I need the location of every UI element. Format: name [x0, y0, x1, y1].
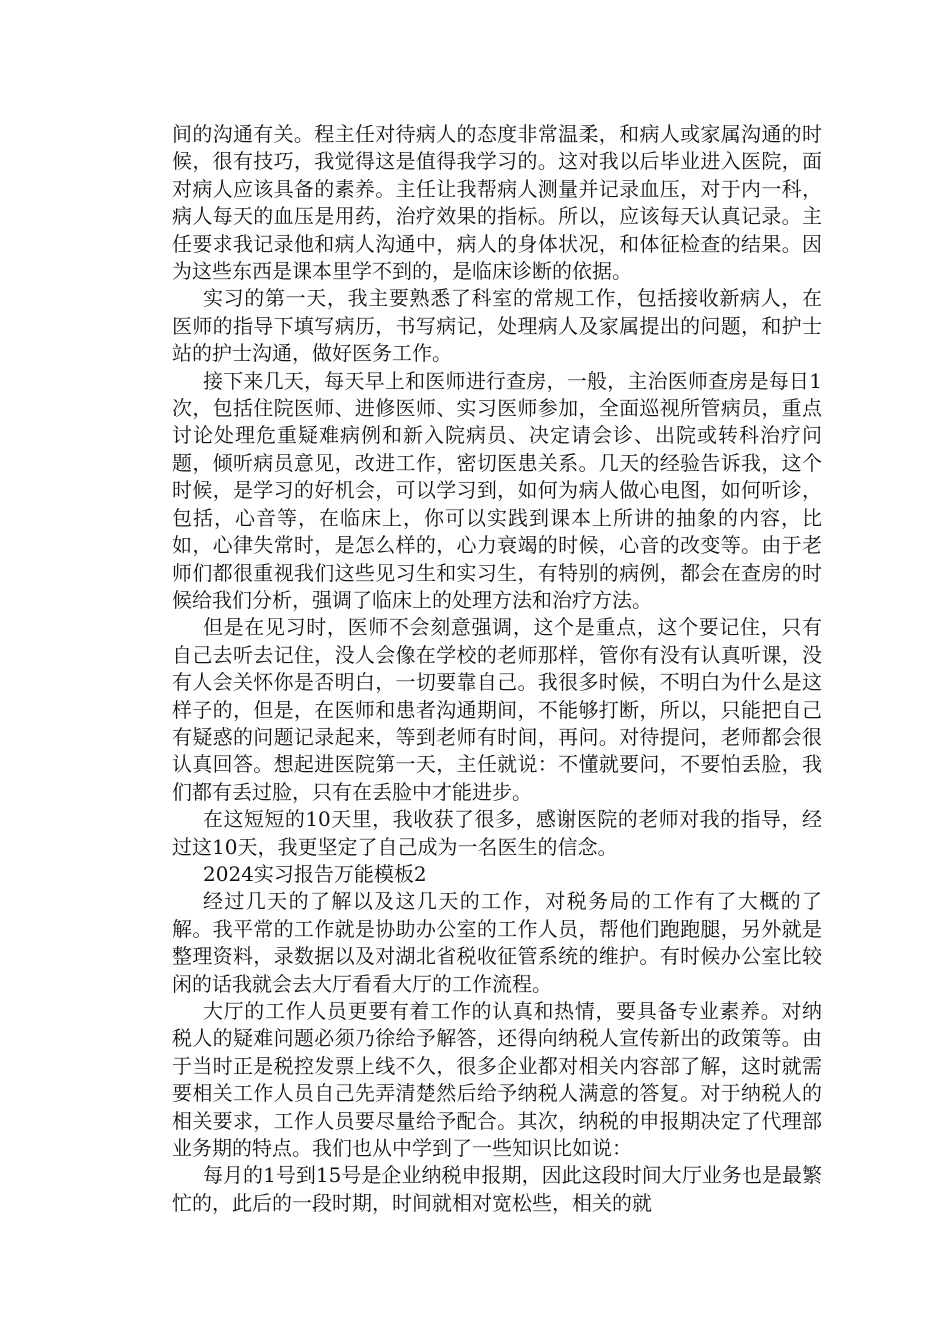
paragraph-2: 实习的第一天，我主要熟悉了科室的常规工作，包括接收新病人，在医师的指导下填写病历，书写病记，处理病人及家属提出的问题，和护士站的护士沟通，做好医务工作。: [172, 286, 822, 366]
paragraph-8: 大厅的工作人员更要有着工作的认真和热情，要具备专业素养。对纳税人的疑难问题必须乃徐给予解答，还得向纳税人宣传新出的政策等。由于当时正是税控发票上线不久，很多企业都对相关内容部了解，这时就需要相关工作人员自己先弄清楚然后给予纳税人满意的答复。对于纳税人的相关要求，工作人员要尽量给予配合。其次，纳税的申报期决定了代理部业务期的特点。我们也从中学到了一些知识比如说：: [172, 999, 822, 1161]
document-body: [172, 121, 822, 1217]
paragraph-1: 间的沟通有关。程主任对待病人的态度非常温柔，和病人或家属沟通的时候，很有技巧，我觉得这是值得我学习的。这对我以后毕业进入医院，面对病人应该具备的素养。主任让我帮病人测量并记录血压，对于内一科，病人每天的血压是用药，治疗效果的指标。所以，应该每天认真记录。主任要求我记录他和病人沟通中，病人的身体状况，和体征检查的结果。因为这些东西是课本里学不到的，是临床诊断的依据。: [172, 122, 822, 284]
paragraph-9: 每月的1号到15号是企业纳税申报期，因此这段时间大厅业务也是最繁忙的，此后的一段时期，时间就相对宽松些，相关的就: [172, 1163, 822, 1215]
section-heading: 2024实习报告万能模板2: [203, 861, 427, 886]
paragraph-7: 经过几天的了解以及这几天的工作，对税务局的工作有了大概的了解。我平常的工作就是协助办公室的工作人员，帮他们跑跑腿，另外就是整理资料，录数据以及对湖北省税收征管系统的维护。有时候办公室比较闲的话我就会去大厅看看大厅的工作流程。: [172, 889, 822, 996]
paragraph-3: 接下来几天，每天早上和医师进行查房，一般，主治医师查房是每日1次，包括住院医师、进修医师、实习医师参加，全面巡视所管病员，重点讨论处理危重疑难病例和新入院病员、决定请会诊、出院或转科治疗问题，倾听病员意见，改进工作，密切医患关系。几天的经验告诉我，这个时候，是学习的好机会，可以学习到，如何为病人做心电图，如何听诊，包括，心音等，在临床上，你可以实践到课本上所讲的抽象的内容，比如，心律失常时，是怎么样的，心力衰竭的时候，心音的改变等。由于老师们都很重视我们这些见习生和实习生，有特别的病例，都会在查房的时候给我们分析，强调了临床上的处理方法和治疗方法。: [172, 368, 822, 612]
paragraph-4: 但是在见习时，医师不会刻意强调，这个是重点，这个要记住，只有自己去听去记住，没人会像在学校的老师那样，管你有没有认真听课，没有人会关怀你是否明白，一切要靠自己。我很多时候，不明白为什么是这样子的，但是，在医师和患者沟通期间，不能够打断，所以，只能把自己有疑惑的问题记录起来，等到老师有时间，再问。对待提问，老师都会很认真回答。想起进医院第一天，主任就说：不懂就要问，不要怕丢脸，我们都有丢过脸，只有在丢脸中才能进步。: [172, 615, 822, 804]
paragraph-5: 在这短短的10天里，我收获了很多，感谢医院的老师对我的指导，经过这10天，我更坚定了自己成为一名医生的信念。: [172, 807, 822, 859]
